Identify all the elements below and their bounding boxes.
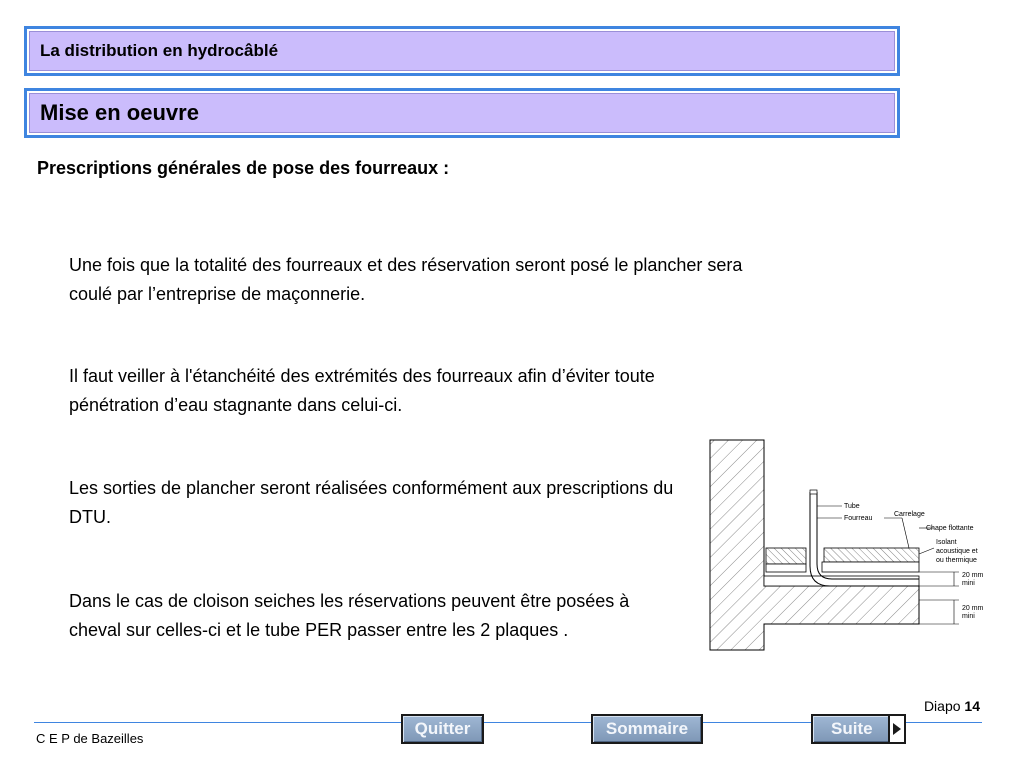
- label-chape: Chape flottante: [926, 525, 974, 532]
- subtitle-banner: [24, 88, 900, 138]
- content-heading: Prescriptions générales de pose des fourreaux :: [37, 158, 450, 178]
- label-dim1-a: 20 mm: [962, 572, 984, 579]
- label-dim2-a: 20 mm: [962, 605, 984, 612]
- slide-number: [924, 698, 980, 714]
- paragraph-1: Une fois que la totalité des fourreaux et des réservation seront posé le plancher sera coulé par l’entreprise de maçonnerie.: [69, 255, 743, 304]
- paragraph-4: Dans le cas de cloison seiches les réservations peuvent être posées à cheval sur celles-ci et le tube PER passer entre les 2 plaques .: [69, 591, 630, 640]
- label-dim1-b: mini: [962, 580, 975, 587]
- label-dim2-b: mini: [962, 613, 975, 620]
- summary-button-label: Sommaire: [605, 719, 689, 738]
- label-isolant-2: acoustique et: [936, 548, 978, 555]
- summary-button[interactable]: [591, 714, 703, 744]
- play-icon: [888, 716, 904, 742]
- slide-number-value: 14: [964, 698, 980, 714]
- title-banner: [24, 26, 900, 76]
- quit-button-label: Quitter: [414, 719, 471, 738]
- next-button[interactable]: [811, 714, 906, 744]
- label-carrelage: Carrelage: [894, 511, 925, 518]
- label-tube: Tube: [844, 503, 860, 510]
- label-fourreau: Fourreau: [844, 515, 873, 522]
- footer-organization: C E P de Bazeilles: [36, 731, 144, 746]
- label-isolant-1: Isolant: [936, 539, 957, 546]
- floor-section-diagram: [704, 436, 1004, 656]
- slide-label: Diapo: [923, 698, 961, 714]
- next-button-label: Suite: [831, 719, 873, 738]
- paragraph-3: Les sorties de plancher seront réalisées conformément aux prescriptions du DTU.: [69, 478, 674, 527]
- section-title: Mise en oeuvre: [29, 93, 895, 133]
- label-isolant-3: ou thermique: [936, 557, 977, 564]
- page-title: La distribution en hydrocâblé: [29, 31, 895, 71]
- paragraph-2: Il faut veiller à l'étanchéité des extrémités des fourreaux afin d’éviter toute pénétration d’eau stagnante dans celui-ci.: [69, 366, 655, 415]
- quit-button[interactable]: [401, 714, 484, 744]
